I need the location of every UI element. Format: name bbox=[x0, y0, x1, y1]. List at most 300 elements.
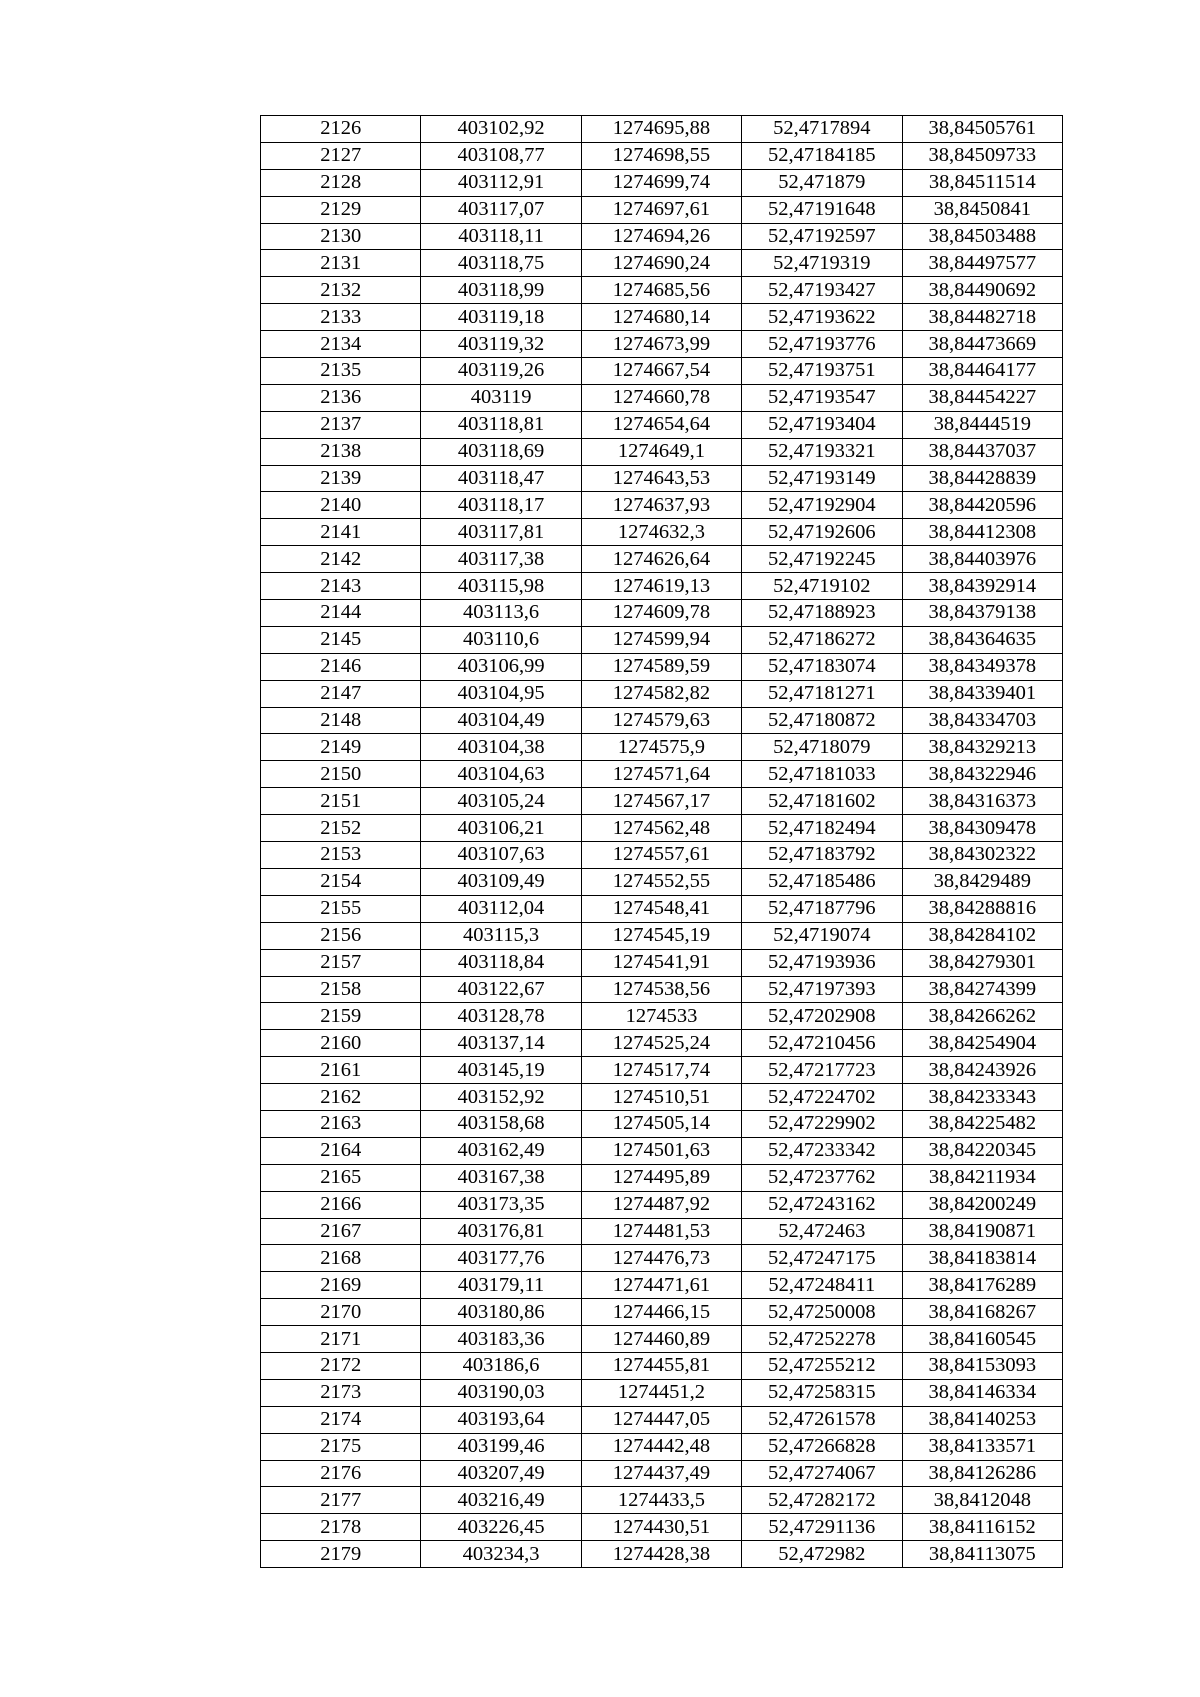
point-number-cell: 2127 bbox=[261, 142, 421, 169]
latitude-cell: 52,47248411 bbox=[742, 1272, 902, 1299]
x-coordinate-cell: 403115,98 bbox=[421, 573, 581, 600]
point-number-cell: 2131 bbox=[261, 250, 421, 277]
y-coordinate-cell: 1274643,53 bbox=[581, 465, 741, 492]
latitude-cell: 52,47192606 bbox=[742, 519, 902, 546]
y-coordinate-cell: 1274557,61 bbox=[581, 842, 741, 869]
table-row bbox=[261, 1326, 1063, 1353]
longitude-cell: 38,8429489 bbox=[902, 868, 1062, 895]
point-number-cell: 2151 bbox=[261, 788, 421, 815]
y-coordinate-cell: 1274699,74 bbox=[581, 169, 741, 196]
point-number-cell: 2153 bbox=[261, 842, 421, 869]
latitude-cell: 52,4719074 bbox=[742, 922, 902, 949]
latitude-cell: 52,47210456 bbox=[742, 1030, 902, 1057]
y-coordinate-cell: 1274609,78 bbox=[581, 600, 741, 627]
point-number-cell: 2135 bbox=[261, 358, 421, 385]
point-number-cell: 2141 bbox=[261, 519, 421, 546]
point-number-cell: 2134 bbox=[261, 331, 421, 358]
x-coordinate-cell: 403226,45 bbox=[421, 1514, 581, 1541]
point-number-cell: 2162 bbox=[261, 1084, 421, 1111]
latitude-cell: 52,47233342 bbox=[742, 1137, 902, 1164]
table-row bbox=[261, 1514, 1063, 1541]
latitude-cell: 52,4717894 bbox=[742, 116, 902, 143]
latitude-cell: 52,47185486 bbox=[742, 868, 902, 895]
x-coordinate-cell: 403119,18 bbox=[421, 304, 581, 331]
x-coordinate-cell: 403112,91 bbox=[421, 169, 581, 196]
table-row bbox=[261, 1030, 1063, 1057]
longitude-cell: 38,84233343 bbox=[902, 1084, 1062, 1111]
x-coordinate-cell: 403117,07 bbox=[421, 196, 581, 223]
latitude-cell: 52,47182494 bbox=[742, 815, 902, 842]
latitude-cell: 52,47181271 bbox=[742, 680, 902, 707]
longitude-cell: 38,84329213 bbox=[902, 734, 1062, 761]
point-number-cell: 2146 bbox=[261, 653, 421, 680]
y-coordinate-cell: 1274433,5 bbox=[581, 1487, 741, 1514]
latitude-cell: 52,47224702 bbox=[742, 1084, 902, 1111]
table-row bbox=[261, 519, 1063, 546]
latitude-cell: 52,47193547 bbox=[742, 384, 902, 411]
point-number-cell: 2140 bbox=[261, 492, 421, 519]
latitude-cell: 52,47181033 bbox=[742, 761, 902, 788]
x-coordinate-cell: 403118,17 bbox=[421, 492, 581, 519]
y-coordinate-cell: 1274571,64 bbox=[581, 761, 741, 788]
longitude-cell: 38,84190871 bbox=[902, 1218, 1062, 1245]
latitude-cell: 52,47191648 bbox=[742, 196, 902, 223]
table-row bbox=[261, 223, 1063, 250]
longitude-cell: 38,84379138 bbox=[902, 600, 1062, 627]
y-coordinate-cell: 1274626,64 bbox=[581, 546, 741, 573]
table-row bbox=[261, 1433, 1063, 1460]
x-coordinate-cell: 403102,92 bbox=[421, 116, 581, 143]
point-number-cell: 2167 bbox=[261, 1218, 421, 1245]
y-coordinate-cell: 1274637,93 bbox=[581, 492, 741, 519]
y-coordinate-cell: 1274552,55 bbox=[581, 868, 741, 895]
table-row bbox=[261, 761, 1063, 788]
longitude-cell: 38,84116152 bbox=[902, 1514, 1062, 1541]
table-row bbox=[261, 815, 1063, 842]
longitude-cell: 38,84322946 bbox=[902, 761, 1062, 788]
x-coordinate-cell: 403106,21 bbox=[421, 815, 581, 842]
table-row bbox=[261, 1164, 1063, 1191]
y-coordinate-cell: 1274525,24 bbox=[581, 1030, 741, 1057]
y-coordinate-cell: 1274545,19 bbox=[581, 922, 741, 949]
table-row bbox=[261, 250, 1063, 277]
latitude-cell: 52,47181602 bbox=[742, 788, 902, 815]
latitude-cell: 52,47274067 bbox=[742, 1460, 902, 1487]
longitude-cell: 38,84113075 bbox=[902, 1541, 1062, 1568]
table-row bbox=[261, 788, 1063, 815]
latitude-cell: 52,47193751 bbox=[742, 358, 902, 385]
point-number-cell: 2132 bbox=[261, 277, 421, 304]
table-row bbox=[261, 895, 1063, 922]
table-row bbox=[261, 1352, 1063, 1379]
table-row bbox=[261, 868, 1063, 895]
longitude-cell: 38,84183814 bbox=[902, 1245, 1062, 1272]
x-coordinate-cell: 403119,32 bbox=[421, 331, 581, 358]
x-coordinate-cell: 403118,75 bbox=[421, 250, 581, 277]
point-number-cell: 2176 bbox=[261, 1460, 421, 1487]
point-number-cell: 2161 bbox=[261, 1057, 421, 1084]
point-number-cell: 2168 bbox=[261, 1245, 421, 1272]
latitude-cell: 52,47193321 bbox=[742, 438, 902, 465]
longitude-cell: 38,84392914 bbox=[902, 573, 1062, 600]
y-coordinate-cell: 1274567,17 bbox=[581, 788, 741, 815]
x-coordinate-cell: 403108,77 bbox=[421, 142, 581, 169]
latitude-cell: 52,47193427 bbox=[742, 277, 902, 304]
y-coordinate-cell: 1274575,9 bbox=[581, 734, 741, 761]
x-coordinate-cell: 403179,11 bbox=[421, 1272, 581, 1299]
x-coordinate-cell: 403118,69 bbox=[421, 438, 581, 465]
y-coordinate-cell: 1274501,63 bbox=[581, 1137, 741, 1164]
y-coordinate-cell: 1274541,91 bbox=[581, 949, 741, 976]
point-number-cell: 2171 bbox=[261, 1326, 421, 1353]
x-coordinate-cell: 403234,3 bbox=[421, 1541, 581, 1568]
y-coordinate-cell: 1274487,92 bbox=[581, 1191, 741, 1218]
x-coordinate-cell: 403109,49 bbox=[421, 868, 581, 895]
y-coordinate-cell: 1274460,89 bbox=[581, 1326, 741, 1353]
x-coordinate-cell: 403118,11 bbox=[421, 223, 581, 250]
point-number-cell: 2129 bbox=[261, 196, 421, 223]
point-number-cell: 2157 bbox=[261, 949, 421, 976]
longitude-cell: 38,84225482 bbox=[902, 1110, 1062, 1137]
latitude-cell: 52,47261578 bbox=[742, 1406, 902, 1433]
table-row bbox=[261, 384, 1063, 411]
longitude-cell: 38,84334703 bbox=[902, 707, 1062, 734]
point-number-cell: 2138 bbox=[261, 438, 421, 465]
x-coordinate-cell: 403176,81 bbox=[421, 1218, 581, 1245]
x-coordinate-cell: 403119 bbox=[421, 384, 581, 411]
x-coordinate-cell: 403167,38 bbox=[421, 1164, 581, 1191]
point-number-cell: 2136 bbox=[261, 384, 421, 411]
longitude-cell: 38,84302322 bbox=[902, 842, 1062, 869]
x-coordinate-cell: 403106,99 bbox=[421, 653, 581, 680]
latitude-cell: 52,47217723 bbox=[742, 1057, 902, 1084]
longitude-cell: 38,84349378 bbox=[902, 653, 1062, 680]
x-coordinate-cell: 403112,04 bbox=[421, 895, 581, 922]
point-number-cell: 2179 bbox=[261, 1541, 421, 1568]
x-coordinate-cell: 403115,3 bbox=[421, 922, 581, 949]
y-coordinate-cell: 1274697,61 bbox=[581, 196, 741, 223]
table-row bbox=[261, 277, 1063, 304]
latitude-cell: 52,47193776 bbox=[742, 331, 902, 358]
y-coordinate-cell: 1274442,48 bbox=[581, 1433, 741, 1460]
latitude-cell: 52,47258315 bbox=[742, 1379, 902, 1406]
point-number-cell: 2149 bbox=[261, 734, 421, 761]
y-coordinate-cell: 1274517,74 bbox=[581, 1057, 741, 1084]
table-row bbox=[261, 358, 1063, 385]
y-coordinate-cell: 1274430,51 bbox=[581, 1514, 741, 1541]
x-coordinate-cell: 403104,63 bbox=[421, 761, 581, 788]
x-coordinate-cell: 403207,49 bbox=[421, 1460, 581, 1487]
longitude-cell: 38,84490692 bbox=[902, 277, 1062, 304]
latitude-cell: 52,47229902 bbox=[742, 1110, 902, 1137]
longitude-cell: 38,84316373 bbox=[902, 788, 1062, 815]
x-coordinate-cell: 403118,81 bbox=[421, 411, 581, 438]
y-coordinate-cell: 1274471,61 bbox=[581, 1272, 741, 1299]
longitude-cell: 38,84503488 bbox=[902, 223, 1062, 250]
longitude-cell: 38,84274399 bbox=[902, 976, 1062, 1003]
y-coordinate-cell: 1274533 bbox=[581, 1003, 741, 1030]
y-coordinate-cell: 1274619,13 bbox=[581, 573, 741, 600]
latitude-cell: 52,47237762 bbox=[742, 1164, 902, 1191]
point-number-cell: 2144 bbox=[261, 600, 421, 627]
x-coordinate-cell: 403104,95 bbox=[421, 680, 581, 707]
y-coordinate-cell: 1274481,53 bbox=[581, 1218, 741, 1245]
longitude-cell: 38,8450841 bbox=[902, 196, 1062, 223]
x-coordinate-cell: 403193,64 bbox=[421, 1406, 581, 1433]
longitude-cell: 38,84176289 bbox=[902, 1272, 1062, 1299]
table-row bbox=[261, 842, 1063, 869]
latitude-cell: 52,4719102 bbox=[742, 573, 902, 600]
latitude-cell: 52,472463 bbox=[742, 1218, 902, 1245]
table-row bbox=[261, 465, 1063, 492]
longitude-cell: 38,84454227 bbox=[902, 384, 1062, 411]
table-row bbox=[261, 1218, 1063, 1245]
longitude-cell: 38,84140253 bbox=[902, 1406, 1062, 1433]
y-coordinate-cell: 1274694,26 bbox=[581, 223, 741, 250]
longitude-cell: 38,84511514 bbox=[902, 169, 1062, 196]
x-coordinate-cell: 403117,81 bbox=[421, 519, 581, 546]
y-coordinate-cell: 1274632,3 bbox=[581, 519, 741, 546]
point-number-cell: 2158 bbox=[261, 976, 421, 1003]
x-coordinate-cell: 403104,49 bbox=[421, 707, 581, 734]
latitude-cell: 52,47192245 bbox=[742, 546, 902, 573]
point-number-cell: 2152 bbox=[261, 815, 421, 842]
point-number-cell: 2143 bbox=[261, 573, 421, 600]
table-row bbox=[261, 734, 1063, 761]
longitude-cell: 38,84126286 bbox=[902, 1460, 1062, 1487]
latitude-cell: 52,47193404 bbox=[742, 411, 902, 438]
longitude-cell: 38,84482718 bbox=[902, 304, 1062, 331]
point-number-cell: 2177 bbox=[261, 1487, 421, 1514]
latitude-cell: 52,47193622 bbox=[742, 304, 902, 331]
x-coordinate-cell: 403158,68 bbox=[421, 1110, 581, 1137]
longitude-cell: 38,84464177 bbox=[902, 358, 1062, 385]
x-coordinate-cell: 403186,6 bbox=[421, 1352, 581, 1379]
y-coordinate-cell: 1274695,88 bbox=[581, 116, 741, 143]
point-number-cell: 2137 bbox=[261, 411, 421, 438]
table-row bbox=[261, 546, 1063, 573]
point-number-cell: 2160 bbox=[261, 1030, 421, 1057]
latitude-cell: 52,47252278 bbox=[742, 1326, 902, 1353]
point-number-cell: 2139 bbox=[261, 465, 421, 492]
longitude-cell: 38,84437037 bbox=[902, 438, 1062, 465]
table-row bbox=[261, 1084, 1063, 1111]
x-coordinate-cell: 403105,24 bbox=[421, 788, 581, 815]
table-row bbox=[261, 169, 1063, 196]
latitude-cell: 52,47247175 bbox=[742, 1245, 902, 1272]
longitude-cell: 38,84279301 bbox=[902, 949, 1062, 976]
x-coordinate-cell: 403122,67 bbox=[421, 976, 581, 1003]
longitude-cell: 38,84403976 bbox=[902, 546, 1062, 573]
point-number-cell: 2142 bbox=[261, 546, 421, 573]
y-coordinate-cell: 1274698,55 bbox=[581, 142, 741, 169]
point-number-cell: 2166 bbox=[261, 1191, 421, 1218]
point-number-cell: 2130 bbox=[261, 223, 421, 250]
latitude-cell: 52,47193936 bbox=[742, 949, 902, 976]
latitude-cell: 52,47202908 bbox=[742, 1003, 902, 1030]
table-row bbox=[261, 116, 1063, 143]
table-row bbox=[261, 1003, 1063, 1030]
y-coordinate-cell: 1274466,15 bbox=[581, 1299, 741, 1326]
y-coordinate-cell: 1274680,14 bbox=[581, 304, 741, 331]
table-row bbox=[261, 304, 1063, 331]
longitude-cell: 38,84200249 bbox=[902, 1191, 1062, 1218]
y-coordinate-cell: 1274685,56 bbox=[581, 277, 741, 304]
table-row bbox=[261, 949, 1063, 976]
latitude-cell: 52,471879 bbox=[742, 169, 902, 196]
point-number-cell: 2169 bbox=[261, 1272, 421, 1299]
point-number-cell: 2154 bbox=[261, 868, 421, 895]
table-row bbox=[261, 1299, 1063, 1326]
point-number-cell: 2159 bbox=[261, 1003, 421, 1030]
longitude-cell: 38,84509733 bbox=[902, 142, 1062, 169]
x-coordinate-cell: 403152,92 bbox=[421, 1084, 581, 1111]
y-coordinate-cell: 1274495,89 bbox=[581, 1164, 741, 1191]
y-coordinate-cell: 1274667,54 bbox=[581, 358, 741, 385]
coordinates-table-body bbox=[261, 116, 1063, 1568]
table-row bbox=[261, 1057, 1063, 1084]
longitude-cell: 38,84254904 bbox=[902, 1030, 1062, 1057]
x-coordinate-cell: 403119,26 bbox=[421, 358, 581, 385]
longitude-cell: 38,8444519 bbox=[902, 411, 1062, 438]
latitude-cell: 52,47192904 bbox=[742, 492, 902, 519]
latitude-cell: 52,47197393 bbox=[742, 976, 902, 1003]
point-number-cell: 2165 bbox=[261, 1164, 421, 1191]
x-coordinate-cell: 403216,49 bbox=[421, 1487, 581, 1514]
point-number-cell: 2148 bbox=[261, 707, 421, 734]
longitude-cell: 38,84168267 bbox=[902, 1299, 1062, 1326]
latitude-cell: 52,47193149 bbox=[742, 465, 902, 492]
latitude-cell: 52,4719319 bbox=[742, 250, 902, 277]
x-coordinate-cell: 403128,78 bbox=[421, 1003, 581, 1030]
table-row bbox=[261, 196, 1063, 223]
point-number-cell: 2164 bbox=[261, 1137, 421, 1164]
latitude-cell: 52,472982 bbox=[742, 1541, 902, 1568]
longitude-cell: 38,84133571 bbox=[902, 1433, 1062, 1460]
table-row bbox=[261, 1245, 1063, 1272]
point-number-cell: 2173 bbox=[261, 1379, 421, 1406]
table-row bbox=[261, 976, 1063, 1003]
longitude-cell: 38,8412048 bbox=[902, 1487, 1062, 1514]
longitude-cell: 38,84146334 bbox=[902, 1379, 1062, 1406]
point-number-cell: 2174 bbox=[261, 1406, 421, 1433]
latitude-cell: 52,47186272 bbox=[742, 626, 902, 653]
point-number-cell: 2126 bbox=[261, 116, 421, 143]
table-row bbox=[261, 1191, 1063, 1218]
latitude-cell: 52,4718079 bbox=[742, 734, 902, 761]
point-number-cell: 2133 bbox=[261, 304, 421, 331]
x-coordinate-cell: 403190,03 bbox=[421, 1379, 581, 1406]
latitude-cell: 52,47180872 bbox=[742, 707, 902, 734]
x-coordinate-cell: 403118,47 bbox=[421, 465, 581, 492]
table-row bbox=[261, 680, 1063, 707]
longitude-cell: 38,84266262 bbox=[902, 1003, 1062, 1030]
table-row bbox=[261, 492, 1063, 519]
longitude-cell: 38,84420596 bbox=[902, 492, 1062, 519]
table-row bbox=[261, 1137, 1063, 1164]
latitude-cell: 52,47291136 bbox=[742, 1514, 902, 1541]
y-coordinate-cell: 1274455,81 bbox=[581, 1352, 741, 1379]
x-coordinate-cell: 403183,36 bbox=[421, 1326, 581, 1353]
longitude-cell: 38,84497577 bbox=[902, 250, 1062, 277]
table-row bbox=[261, 142, 1063, 169]
y-coordinate-cell: 1274510,51 bbox=[581, 1084, 741, 1111]
table-row bbox=[261, 411, 1063, 438]
x-coordinate-cell: 403137,14 bbox=[421, 1030, 581, 1057]
table-row bbox=[261, 1487, 1063, 1514]
x-coordinate-cell: 403113,6 bbox=[421, 600, 581, 627]
latitude-cell: 52,47250008 bbox=[742, 1299, 902, 1326]
x-coordinate-cell: 403118,99 bbox=[421, 277, 581, 304]
latitude-cell: 52,47192597 bbox=[742, 223, 902, 250]
longitude-cell: 38,84339401 bbox=[902, 680, 1062, 707]
y-coordinate-cell: 1274649,1 bbox=[581, 438, 741, 465]
point-number-cell: 2175 bbox=[261, 1433, 421, 1460]
longitude-cell: 38,84505761 bbox=[902, 116, 1062, 143]
point-number-cell: 2170 bbox=[261, 1299, 421, 1326]
longitude-cell: 38,84160545 bbox=[902, 1326, 1062, 1353]
y-coordinate-cell: 1274599,94 bbox=[581, 626, 741, 653]
point-number-cell: 2172 bbox=[261, 1352, 421, 1379]
longitude-cell: 38,84220345 bbox=[902, 1137, 1062, 1164]
y-coordinate-cell: 1274428,38 bbox=[581, 1541, 741, 1568]
table-row bbox=[261, 331, 1063, 358]
latitude-cell: 52,47183074 bbox=[742, 653, 902, 680]
x-coordinate-cell: 403180,86 bbox=[421, 1299, 581, 1326]
y-coordinate-cell: 1274660,78 bbox=[581, 384, 741, 411]
y-coordinate-cell: 1274690,24 bbox=[581, 250, 741, 277]
x-coordinate-cell: 403173,35 bbox=[421, 1191, 581, 1218]
latitude-cell: 52,47184185 bbox=[742, 142, 902, 169]
longitude-cell: 38,84473669 bbox=[902, 331, 1062, 358]
point-number-cell: 2156 bbox=[261, 922, 421, 949]
y-coordinate-cell: 1274451,2 bbox=[581, 1379, 741, 1406]
x-coordinate-cell: 403104,38 bbox=[421, 734, 581, 761]
table-row bbox=[261, 626, 1063, 653]
longitude-cell: 38,84364635 bbox=[902, 626, 1062, 653]
table-row bbox=[261, 1272, 1063, 1299]
longitude-cell: 38,84153093 bbox=[902, 1352, 1062, 1379]
y-coordinate-cell: 1274673,99 bbox=[581, 331, 741, 358]
table-row bbox=[261, 573, 1063, 600]
longitude-cell: 38,84284102 bbox=[902, 922, 1062, 949]
point-number-cell: 2145 bbox=[261, 626, 421, 653]
point-number-cell: 2163 bbox=[261, 1110, 421, 1137]
longitude-cell: 38,84211934 bbox=[902, 1164, 1062, 1191]
table-row bbox=[261, 1110, 1063, 1137]
point-number-cell: 2147 bbox=[261, 680, 421, 707]
table-row bbox=[261, 438, 1063, 465]
y-coordinate-cell: 1274447,05 bbox=[581, 1406, 741, 1433]
x-coordinate-cell: 403177,76 bbox=[421, 1245, 581, 1272]
y-coordinate-cell: 1274654,64 bbox=[581, 411, 741, 438]
y-coordinate-cell: 1274505,14 bbox=[581, 1110, 741, 1137]
latitude-cell: 52,47243162 bbox=[742, 1191, 902, 1218]
table-row bbox=[261, 1541, 1063, 1568]
point-number-cell: 2155 bbox=[261, 895, 421, 922]
x-coordinate-cell: 403107,63 bbox=[421, 842, 581, 869]
latitude-cell: 52,47255212 bbox=[742, 1352, 902, 1379]
point-number-cell: 2128 bbox=[261, 169, 421, 196]
table-row bbox=[261, 653, 1063, 680]
x-coordinate-cell: 403117,38 bbox=[421, 546, 581, 573]
point-number-cell: 2150 bbox=[261, 761, 421, 788]
latitude-cell: 52,47187796 bbox=[742, 895, 902, 922]
x-coordinate-cell: 403145,19 bbox=[421, 1057, 581, 1084]
x-coordinate-cell: 403199,46 bbox=[421, 1433, 581, 1460]
latitude-cell: 52,47266828 bbox=[742, 1433, 902, 1460]
longitude-cell: 38,84288816 bbox=[902, 895, 1062, 922]
